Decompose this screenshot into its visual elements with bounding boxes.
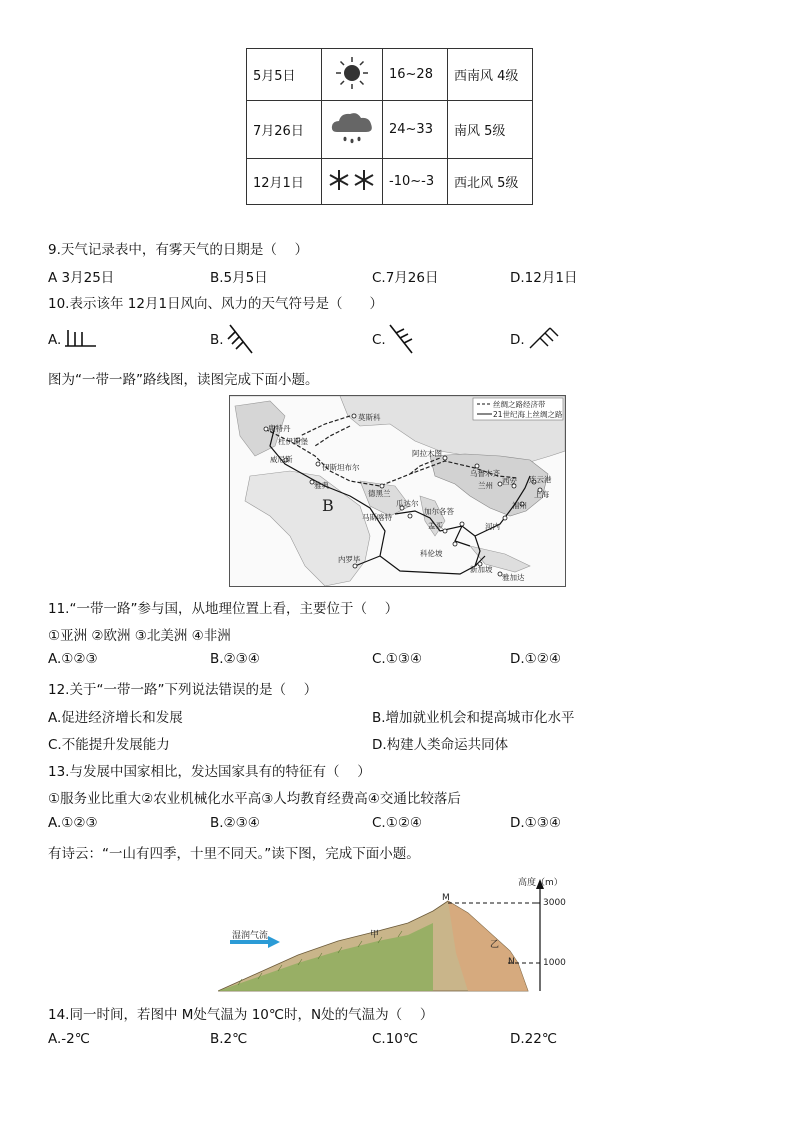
intro-poem: 有诗云：“一山有四季，十里不同天。”读下图，完成下面小题。 bbox=[48, 846, 420, 862]
point-m-label: M bbox=[442, 893, 450, 903]
table-row bbox=[247, 159, 533, 205]
intro-belt-road: 图为“一带一路”路线图，读图完成下面小题。 bbox=[48, 372, 319, 388]
question-11-stem: 11.“一带一路”参与国，从地理位置上看，主要位于（ ） bbox=[48, 601, 399, 617]
wind-cell: 西北风 5级 bbox=[448, 159, 533, 205]
city-label: 兰州 bbox=[478, 481, 493, 490]
q11-option-d[interactable]: D.①②④ bbox=[510, 651, 561, 667]
city-label: 上海 bbox=[534, 490, 549, 499]
wind-symbol-c-icon bbox=[388, 323, 416, 359]
city-label: 加尔各答 bbox=[424, 507, 454, 516]
wind-cell: 南风 5级 bbox=[448, 101, 533, 159]
q12-option-b[interactable]: B.增加就业机会和提高城市化水平 bbox=[372, 710, 575, 726]
question-9-stem: 9.天气记录表中，有雾天气的日期是（ ） bbox=[48, 242, 309, 258]
q9-option-d[interactable]: D.12月1日 bbox=[510, 270, 578, 286]
q14-option-b[interactable]: B.2℃ bbox=[210, 1031, 248, 1047]
q13-choices: ①服务业比重大②农业机械化水平高③人均教育经费高④交通比较落后 bbox=[48, 791, 461, 807]
question-10-stem: 10.表示该年 12月1日风向、风力的天气符号是（ ） bbox=[48, 296, 384, 312]
q11-choices: ①亚洲 ②欧洲 ③北美洲 ④非洲 bbox=[48, 628, 231, 644]
q10-option-d[interactable]: D. bbox=[510, 332, 525, 348]
city-label: 雅典 bbox=[314, 481, 329, 490]
city-label: 莫斯科 bbox=[358, 413, 381, 422]
city-label: 威尼斯 bbox=[270, 455, 293, 464]
q10-option-a[interactable]: A. bbox=[48, 332, 62, 348]
city-label: 瓜达尔 bbox=[396, 499, 419, 508]
q9-option-b[interactable]: B.5月5日 bbox=[210, 270, 268, 286]
legend-land-route: 丝绸之路经济带 bbox=[493, 400, 546, 409]
city-label: 雅加达 bbox=[502, 573, 525, 582]
point-yi-label: 乙 bbox=[490, 940, 500, 950]
sun-icon bbox=[322, 49, 383, 101]
question-14-stem: 14.同一时间，若图中 M处气温为 10℃时，N处的气温为（ ） bbox=[48, 1007, 434, 1023]
city-label: 连云港 bbox=[529, 475, 552, 484]
wind-symbol-b-icon bbox=[226, 323, 254, 359]
table-row bbox=[247, 49, 533, 101]
weather-table bbox=[246, 48, 533, 205]
tick-3000: 3000 bbox=[543, 898, 566, 908]
q14-option-d[interactable]: D.22℃ bbox=[510, 1031, 558, 1047]
point-jia-label: 甲 bbox=[370, 930, 380, 940]
q9-option-c[interactable]: C.7月26日 bbox=[372, 270, 439, 286]
airflow-label: 湿润气流 bbox=[232, 931, 269, 941]
wind-symbol-d-icon bbox=[528, 326, 560, 354]
q11-option-a[interactable]: A.①②③ bbox=[48, 651, 98, 667]
city-label: 科伦坡 bbox=[420, 549, 443, 558]
question-12-stem: 12.关于“一带一路”下列说法错误的是（ ） bbox=[48, 682, 318, 698]
city-label: 福州 bbox=[512, 501, 527, 510]
temp-cell: -10~-3 bbox=[383, 159, 448, 205]
temp-cell: 16~28 bbox=[383, 49, 448, 101]
table-row bbox=[247, 101, 533, 159]
point-n-label: N bbox=[508, 957, 515, 967]
q10-option-b[interactable]: B. bbox=[210, 332, 224, 348]
q10-option-c[interactable]: C. bbox=[372, 332, 386, 348]
legend-sea-route: 21世纪海上丝绸之路 bbox=[493, 410, 563, 419]
map-letter-b: B bbox=[322, 496, 334, 515]
q11-option-b[interactable]: B.②③④ bbox=[210, 651, 260, 667]
city-label: 内罗毕 bbox=[338, 555, 361, 564]
tick-1000: 1000 bbox=[543, 958, 566, 968]
q12-option-d[interactable]: D.构建人类命运共同体 bbox=[372, 737, 509, 753]
belt-road-map bbox=[229, 395, 566, 587]
q13-option-b[interactable]: B.②③④ bbox=[210, 815, 260, 831]
rain-cloud-icon bbox=[322, 101, 383, 159]
city-label: 德黑兰 bbox=[368, 489, 391, 498]
q14-option-c[interactable]: C.10℃ bbox=[372, 1031, 419, 1047]
q11-option-c[interactable]: C.①③④ bbox=[372, 651, 423, 667]
wind-symbol-a-icon bbox=[64, 326, 98, 352]
q12-option-a[interactable]: A.促进经济增长和发展 bbox=[48, 710, 183, 726]
mountain-diagram bbox=[218, 873, 570, 995]
city-label: 新加坡 bbox=[470, 565, 493, 574]
q13-option-c[interactable]: C.①②④ bbox=[372, 815, 423, 831]
q9-option-a[interactable]: A 3月25日 bbox=[48, 270, 115, 286]
q13-option-a[interactable]: A.①②③ bbox=[48, 815, 98, 831]
q14-option-a[interactable]: A.-2℃ bbox=[48, 1031, 90, 1047]
city-label: 乌鲁木齐 bbox=[470, 469, 500, 478]
date-cell: 7月26日 bbox=[247, 101, 322, 159]
wind-cell: 西南风 4级 bbox=[448, 49, 533, 101]
question-13-stem: 13.与发展中国家相比，发达国家具有的特征有（ ） bbox=[48, 764, 371, 780]
city-label: 马斯喀特 bbox=[362, 513, 392, 522]
city-label: 杜伊斯堡 bbox=[278, 437, 308, 446]
q13-option-d[interactable]: D.①③④ bbox=[510, 815, 561, 831]
city-label: 鹿特丹 bbox=[268, 424, 291, 433]
temp-cell: 24~33 bbox=[383, 101, 448, 159]
city-label: 伊斯坦布尔 bbox=[322, 463, 360, 472]
city-label: 阿拉木图 bbox=[412, 449, 442, 458]
date-cell: 12月1日 bbox=[247, 159, 322, 205]
city-label: 西安 bbox=[502, 477, 517, 486]
date-cell: 5月5日 bbox=[247, 49, 322, 101]
city-label: 孟买 bbox=[428, 521, 443, 530]
q12-option-c[interactable]: C.不能提升发展能力 bbox=[48, 737, 170, 753]
city-label: 河内 bbox=[485, 522, 500, 531]
altitude-axis-label: 高度（m） bbox=[518, 878, 563, 888]
snow-icon bbox=[322, 159, 383, 205]
